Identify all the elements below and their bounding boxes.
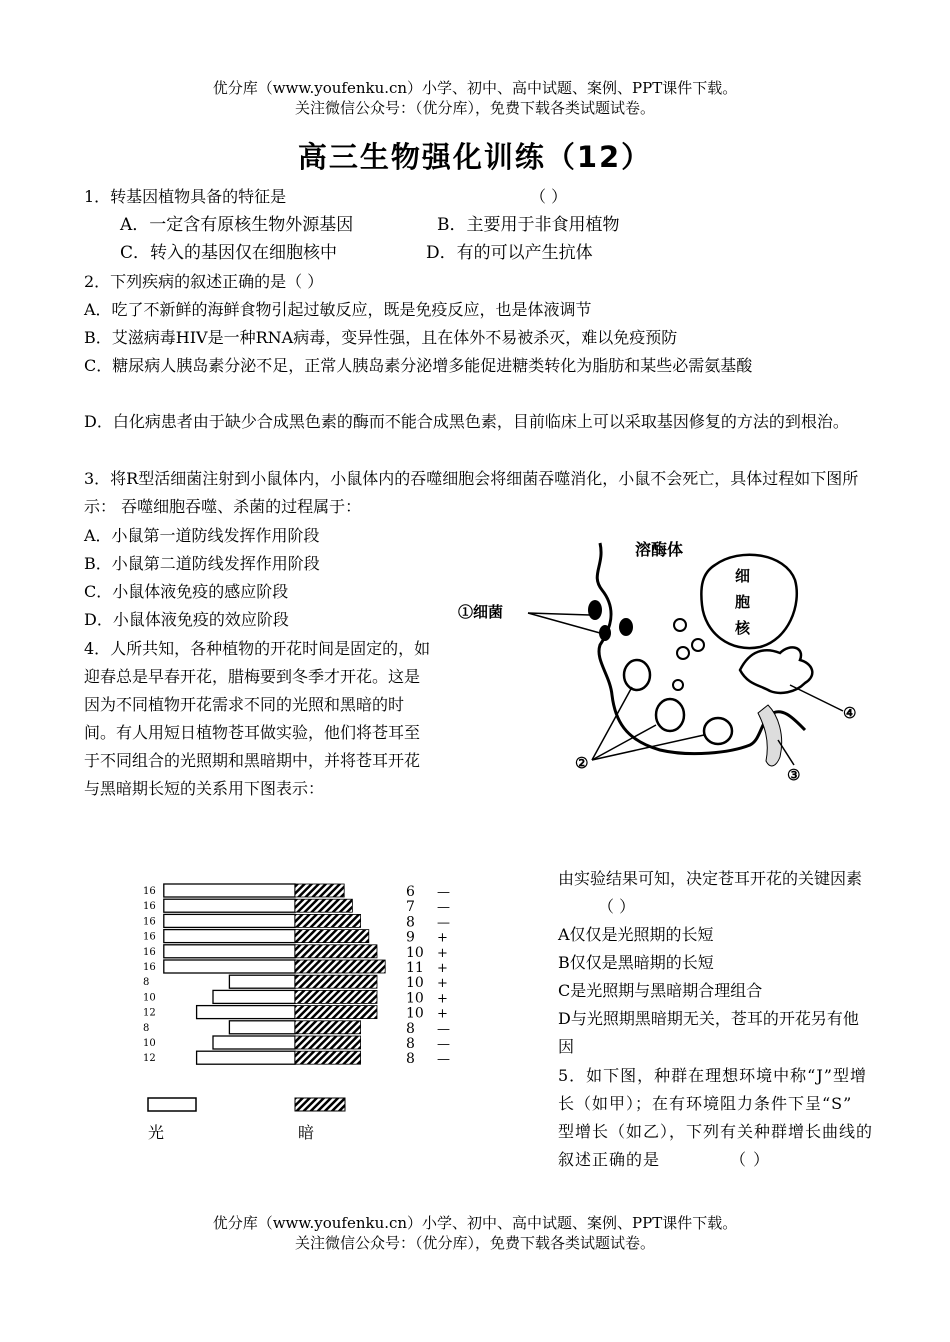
light-value-label: 16 — [143, 931, 156, 943]
flowering-mark: — — [437, 900, 450, 916]
q2-stem: 2．下列疾病的叙述正确的是（ ） — [84, 272, 324, 291]
light-bar-7 — [229, 975, 295, 988]
dark-bar-1 — [295, 884, 344, 897]
dark-value-label: 8 — [406, 914, 415, 931]
bacterium-1 — [588, 600, 602, 620]
q2-option-d: D．白化病患者由于缺少合成黑色素的酶而不能合成黑色素，目前临床上可以采取基因修复的方法的到根治。 — [84, 412, 849, 431]
dark-bar-5 — [295, 945, 377, 958]
dark-value-label: 10 — [406, 975, 424, 992]
q1-stem: 1．转基因植物具备的特征是 — [84, 187, 287, 206]
q3-option-c: C．小鼠体液免疫的感应阶段 — [84, 582, 289, 601]
q4-option-c: C是光照期与黑暗期合理组合 — [558, 981, 763, 1000]
flowering-mark: — — [437, 1021, 450, 1037]
light-value-label: 16 — [143, 962, 156, 973]
light-bar-10 — [229, 1021, 295, 1034]
pseudopod — [740, 647, 812, 693]
dark-value-label: 8 — [406, 1036, 415, 1052]
dark-bar-4 — [295, 930, 369, 943]
nucleus-label-1: 细 — [735, 567, 751, 585]
dark-bar-3 — [295, 914, 361, 927]
dark-value-label: 7 — [406, 899, 415, 916]
q4-stem: 4．人所共知，各种植物的开花时间是固定的，如迎春总是早春开花，腊梅要到冬季才开花。这是因为不同植物开花需求不同的光照和黑暗的时间。有人用短日植物苍耳做实验，他们将苍耳至于不同组合的光照期和黑暗期中，并将苍耳开花与黑暗期长短的关系用下图表示： — [84, 639, 431, 798]
q4-answer-paren: （ ） — [598, 897, 636, 916]
q4-conclusion-text: 由实验结果可知，决定苍耳开花的关键因素 — [558, 869, 863, 888]
flowering-mark: + — [437, 976, 448, 992]
flowering-mark: + — [437, 945, 448, 961]
q1-option-b: B．主要用于非食用植物 — [437, 215, 620, 235]
marker-4: ④ — [843, 704, 857, 722]
header-line-2: 关注微信公众号：（优分库），免费下载各类试题试卷。 — [294, 99, 655, 117]
dark-value-label: 10 — [406, 990, 424, 1007]
q1-option-c: C．转入的基因仅在细胞核中 — [120, 243, 338, 263]
lysosome-1 — [674, 619, 686, 631]
bacterium-3 — [619, 618, 633, 636]
light-value-label: 8 — [143, 1022, 150, 1034]
photoperiod-chart — [140, 870, 470, 1150]
dark-bar-12 — [295, 1051, 361, 1064]
q3-option-a: A．小鼠第一道防线发挥作用阶段 — [84, 526, 320, 545]
dark-bar-2 — [295, 899, 352, 912]
q2-option-a: A．吃了不新鲜的海鲜食物引起过敏反应，既是免疫反应，也是体液调节 — [84, 300, 592, 319]
page-title: 高三生物强化训练（12） — [297, 140, 653, 174]
flowering-mark: + — [437, 991, 448, 1007]
dark-value-label: 9 — [406, 929, 415, 946]
bacteria-label: ①细菌 — [458, 603, 504, 621]
q2-option-c: C．糖尿病人胰岛素分泌不足，正常人胰岛素分泌增多能促进糖类转化为脂肪和某些必需氨基酸 — [84, 356, 753, 375]
light-bar-8 — [213, 990, 295, 1003]
light-value-label: 12 — [143, 1053, 156, 1065]
q4-option-b: B仅仅是黑暗期的长短 — [558, 953, 714, 972]
dark-bar-6 — [295, 960, 385, 973]
dark-bar-7 — [295, 975, 377, 988]
dark-value-label: 8 — [406, 1020, 415, 1037]
q2-option-b: B．艾滋病毒HIV是一种RNA病毒，变异性强，且在体外不易被杀灭，难以免疫预防 — [84, 328, 678, 347]
footer-line-2: 关注微信公众号：（优分库），免费下载各类试题试卷。 — [294, 1234, 655, 1252]
light-value-label: 16 — [143, 916, 156, 928]
legend-dark-label: 暗 — [298, 1123, 315, 1142]
excreted-residue — [758, 705, 782, 766]
legend-light-swatch — [148, 1098, 196, 1111]
header-line-1: 优分库（www.youfenku.cn）小学、初中、高中试题、案例、PPT课件下载。 — [212, 79, 738, 97]
dark-value-label: 10 — [406, 944, 424, 961]
flowering-mark: — — [437, 915, 450, 931]
bacterium-2 — [599, 625, 611, 641]
flowering-mark: — — [437, 1037, 450, 1052]
dark-bar-8 — [295, 990, 377, 1003]
phagosome-1 — [624, 660, 650, 690]
footer-line-1: 优分库（www.youfenku.cn）小学、初中、高中试题、案例、PPT课件下载。 — [212, 1214, 738, 1232]
flowering-mark: + — [437, 1006, 448, 1022]
light-bar-6 — [164, 960, 295, 973]
nucleus-label-3: 核 — [735, 619, 751, 637]
light-value-label: 10 — [143, 1038, 156, 1049]
light-bar-5 — [164, 945, 295, 958]
light-bar-2 — [164, 899, 295, 912]
flowering-mark: + — [437, 961, 448, 976]
light-bar-4 — [164, 930, 295, 943]
q3-stem: 3．将R型活细菌注射到小鼠体内，小鼠体内的吞噬细胞会将细菌吞噬消化，小鼠不会死亡，具体过程如下图所示： 吞噬细胞吞噬、杀菌的过程属于： — [84, 469, 859, 516]
nucleus-label-2: 胞 — [735, 593, 751, 611]
phagocyte-figure — [450, 535, 870, 795]
q4-option-d: D与光照期黑暗期无关，苍耳的开花另有他因 — [558, 1009, 859, 1056]
light-bar-12 — [197, 1051, 295, 1064]
light-value-label: 8 — [143, 977, 150, 989]
phagosome-3 — [704, 718, 732, 744]
dark-value-label: 10 — [406, 1005, 424, 1022]
light-value-label: 16 — [143, 901, 156, 913]
light-value-label: 12 — [143, 1007, 156, 1019]
light-bar-1 — [164, 884, 295, 897]
phagosome-2 — [656, 699, 684, 731]
q1-option-d: D．有的可以产生抗体 — [426, 243, 593, 263]
q5-stem — [558, 1062, 873, 1174]
marker-3: ③ — [787, 766, 801, 784]
marker-2: ② — [575, 754, 589, 772]
dark-value-label: 8 — [406, 1051, 415, 1068]
flowering-mark: + — [437, 930, 448, 946]
dark-bar-11 — [295, 1036, 361, 1049]
q3-option-b: B．小鼠第二道防线发挥作用阶段 — [84, 554, 320, 573]
light-bar-11 — [213, 1036, 295, 1049]
lysosome-4 — [673, 680, 683, 690]
lysosome-3 — [677, 647, 689, 659]
light-value-label: 16 — [143, 886, 156, 897]
dark-bar-10 — [295, 1021, 361, 1034]
q1-answer-paren: （ ） — [530, 187, 568, 206]
flowering-mark: — — [437, 1052, 450, 1068]
q1-option-a: A．一定含有原核生物外源基因 — [120, 215, 354, 235]
legend-light-label: 光 — [148, 1123, 165, 1142]
q5-stem-text: 5．如下图，种群在理想环境中称“J”型增长（如甲）；在有环境阻力条件下呈“S” 型增长（如乙），下列有关种群增长曲线的叙述正确的是 — [558, 1066, 874, 1169]
flowering-mark: — — [437, 885, 450, 900]
legend-dark-swatch — [295, 1098, 345, 1111]
lysosome-2 — [692, 639, 704, 651]
dark-value-label: 11 — [406, 960, 424, 976]
lysosome-label: 溶酶体 — [635, 540, 684, 559]
dark-value-label: 6 — [406, 884, 415, 900]
q4-conclusion — [558, 865, 873, 921]
q4-option-a: A仅仅是光照期的长短 — [558, 925, 714, 944]
q5-answer-paren: （ ） — [730, 1150, 771, 1169]
light-value-label: 10 — [143, 992, 156, 1004]
light-bar-9 — [197, 1006, 295, 1019]
dark-bar-9 — [295, 1006, 377, 1019]
light-value-label: 16 — [143, 946, 156, 958]
light-bar-3 — [164, 914, 295, 927]
q3-option-d: D．小鼠体液免疫的效应阶段 — [84, 610, 289, 629]
